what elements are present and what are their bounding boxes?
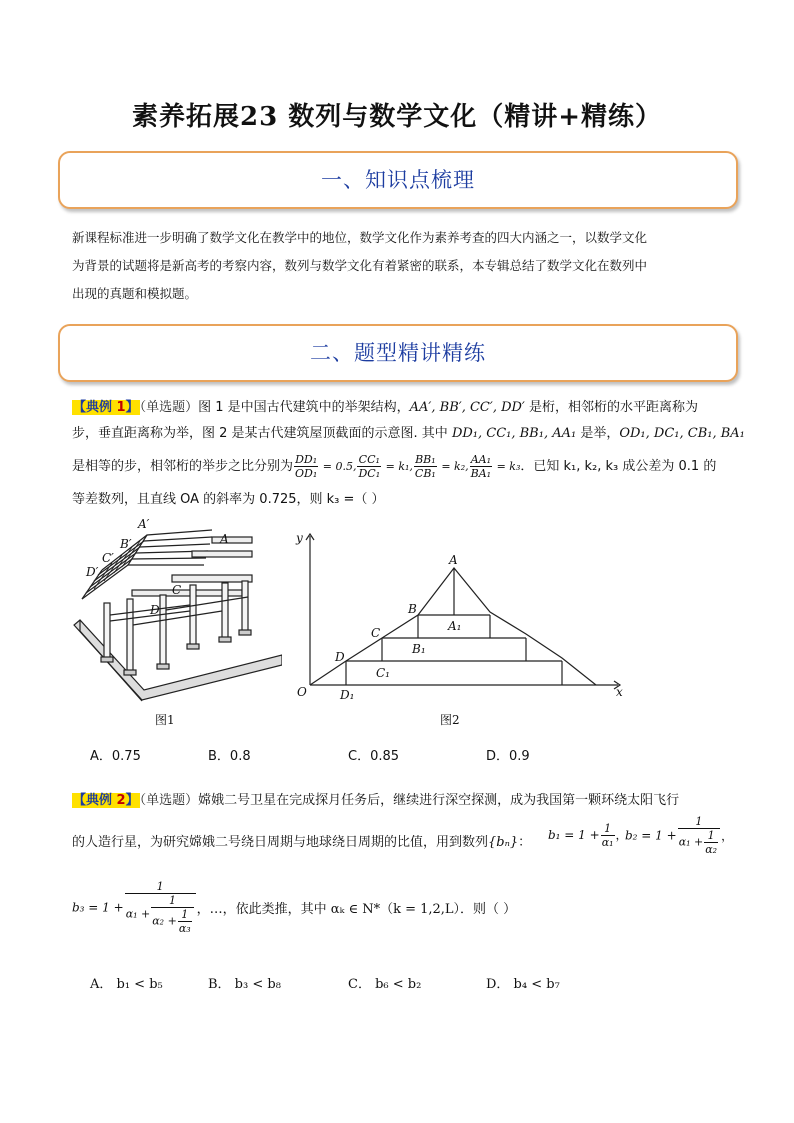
- fig2-label: D₁: [340, 688, 355, 702]
- formula-b1: b₁ = 1 + $\frac{1}{\text{α₁}}$ ，: [548, 822, 628, 849]
- fig1-label: C: [172, 583, 182, 597]
- fig2-label: C: [371, 626, 381, 640]
- fig2-label: A: [449, 553, 458, 567]
- intro-paragraph: [72, 224, 732, 308]
- fig1-label: A′: [138, 517, 150, 531]
- fig1-label: D: [150, 603, 160, 617]
- figure-2-roof-section: [290, 530, 630, 702]
- ex1-line-3: 是相等的步，相邻桁的举步之比分别为 $\frac{\text{DD₁}}{\text{OD₁}}$ = 0.5, $\frac{\text{CC₁}}{\text{DC₁}}$ = k₁, $\frac{\text{BB₁}}{\text{CB₁}}$ = k₂, $\frac{\text{AA₁}}{\text{BA₁}}$ = k₃．已知 k₁, k₂, k₃ 成公差为 0.1 的: [72, 453, 717, 480]
- formula-b3: b₃ = 1 + 1 α₁ + 1 α₂ + $\frac{1}{\text{α₃}}$ ，…，依此类推，其中 αₖ ∈ N*（k = 1,2,L）．则（ ）: [72, 880, 517, 935]
- fraction: $\frac{\text{AA₁}}{\text{BA₁}}$: [470, 453, 492, 480]
- fig2-label: x: [616, 685, 623, 699]
- intro-line: 新课程标准进一步明确了数学文化在教学中的地位，数学文化作为素养考查的四大内涵之一，以数学文化: [72, 230, 648, 245]
- option-c[interactable]: C． b₆ < b₂: [348, 977, 422, 992]
- fig2-label: A₁: [448, 619, 462, 633]
- fig2-label: y: [296, 531, 303, 545]
- ex1-line-2: 步，垂直距离称为举，图 2 是某古代建筑屋顶截面的示意图. 其中 DD₁, CC₁, BB₁, AA₁ 是举，OD₁, DC₁, CB₁, BA₁: [72, 426, 745, 441]
- section-header-knowledge: [58, 151, 738, 209]
- fig2-label: O: [297, 685, 307, 699]
- option-d[interactable]: D．0.9: [486, 749, 530, 764]
- option-b[interactable]: B．0.8: [208, 749, 251, 764]
- example-2-text: [72, 788, 734, 814]
- ex1-line-4: 等差数列，且直线 OA 的斜率为 0.725，则 k₃ =（ ）: [72, 492, 385, 507]
- example-1-text: [72, 395, 745, 513]
- intro-line: 出现的真题和模拟题。: [72, 286, 198, 301]
- ex2-line-1: 【典例 2】（单选题）嫦娥二号卫星在完成探月任务后，继续进行深空探测，成为我国第一颗环绕太阳飞行: [73, 793, 680, 808]
- figure-2-caption: 图2: [440, 713, 460, 727]
- section-heading: 二、题型精讲精练: [310, 341, 486, 365]
- option-b[interactable]: B． b₃ < b₈: [208, 977, 281, 992]
- page-title: 素养拓展23 数列与数学文化（精讲+精练）: [131, 102, 663, 132]
- fig2-label: B₁: [412, 642, 426, 656]
- fig2-label: B: [408, 602, 417, 616]
- example-tag: 【典例 1】: [73, 400, 139, 415]
- fig2-label: C₁: [376, 666, 390, 680]
- figure-1-caption: 图1: [155, 713, 175, 727]
- option-a[interactable]: A． b₁ < b₅: [90, 977, 163, 992]
- section-heading: 一、知识点梳理: [321, 168, 475, 192]
- option-a[interactable]: A．0.75: [90, 749, 141, 764]
- option-d[interactable]: D． b₄ < b₇: [486, 977, 560, 992]
- fraction: $\frac{\text{DD₁}}{\text{OD₁}}$: [295, 453, 318, 480]
- ex2-line-2: 的人造行星，为研究嫦娥二号绕日周期与地球绕日周期的比值，用到数列{bₙ}：: [72, 835, 532, 850]
- intro-line: 为背景的试题将是新高考的考察内容，数列与数学文化有着紧密的联系，本专辑总结了数学文化在数列中: [72, 258, 648, 273]
- figure-1-roof-structure: [72, 515, 282, 705]
- fraction: $\frac{\text{CC₁}}{\text{DC₁}}$: [358, 453, 381, 480]
- fig1-label: A: [220, 532, 229, 546]
- fraction: $\frac{\text{BB₁}}{\text{CB₁}}$: [414, 453, 436, 480]
- ex1-line-1: 【典例 1】（单选题）图 1 是中国古代建筑中的举架结构，AA′, BB′, CC′, DD′ 是桁，相邻桁的水平距离称为: [73, 400, 699, 415]
- fig2-label: D: [335, 650, 345, 664]
- question-type: （单选题）: [139, 400, 199, 415]
- question-type: （单选题）: [139, 793, 199, 808]
- formula-b2: b₂ = 1 + 1 α₁ + $\frac{1}{\text{α₂}}$ ，: [625, 815, 734, 856]
- example-tag: 【典例 2】: [73, 793, 139, 808]
- option-c[interactable]: C．0.85: [348, 749, 400, 764]
- section-header-examples: [58, 324, 738, 382]
- fig1-label: C′: [102, 551, 114, 565]
- fig1-label: D′: [86, 565, 99, 579]
- fig1-label: B′: [120, 537, 132, 551]
